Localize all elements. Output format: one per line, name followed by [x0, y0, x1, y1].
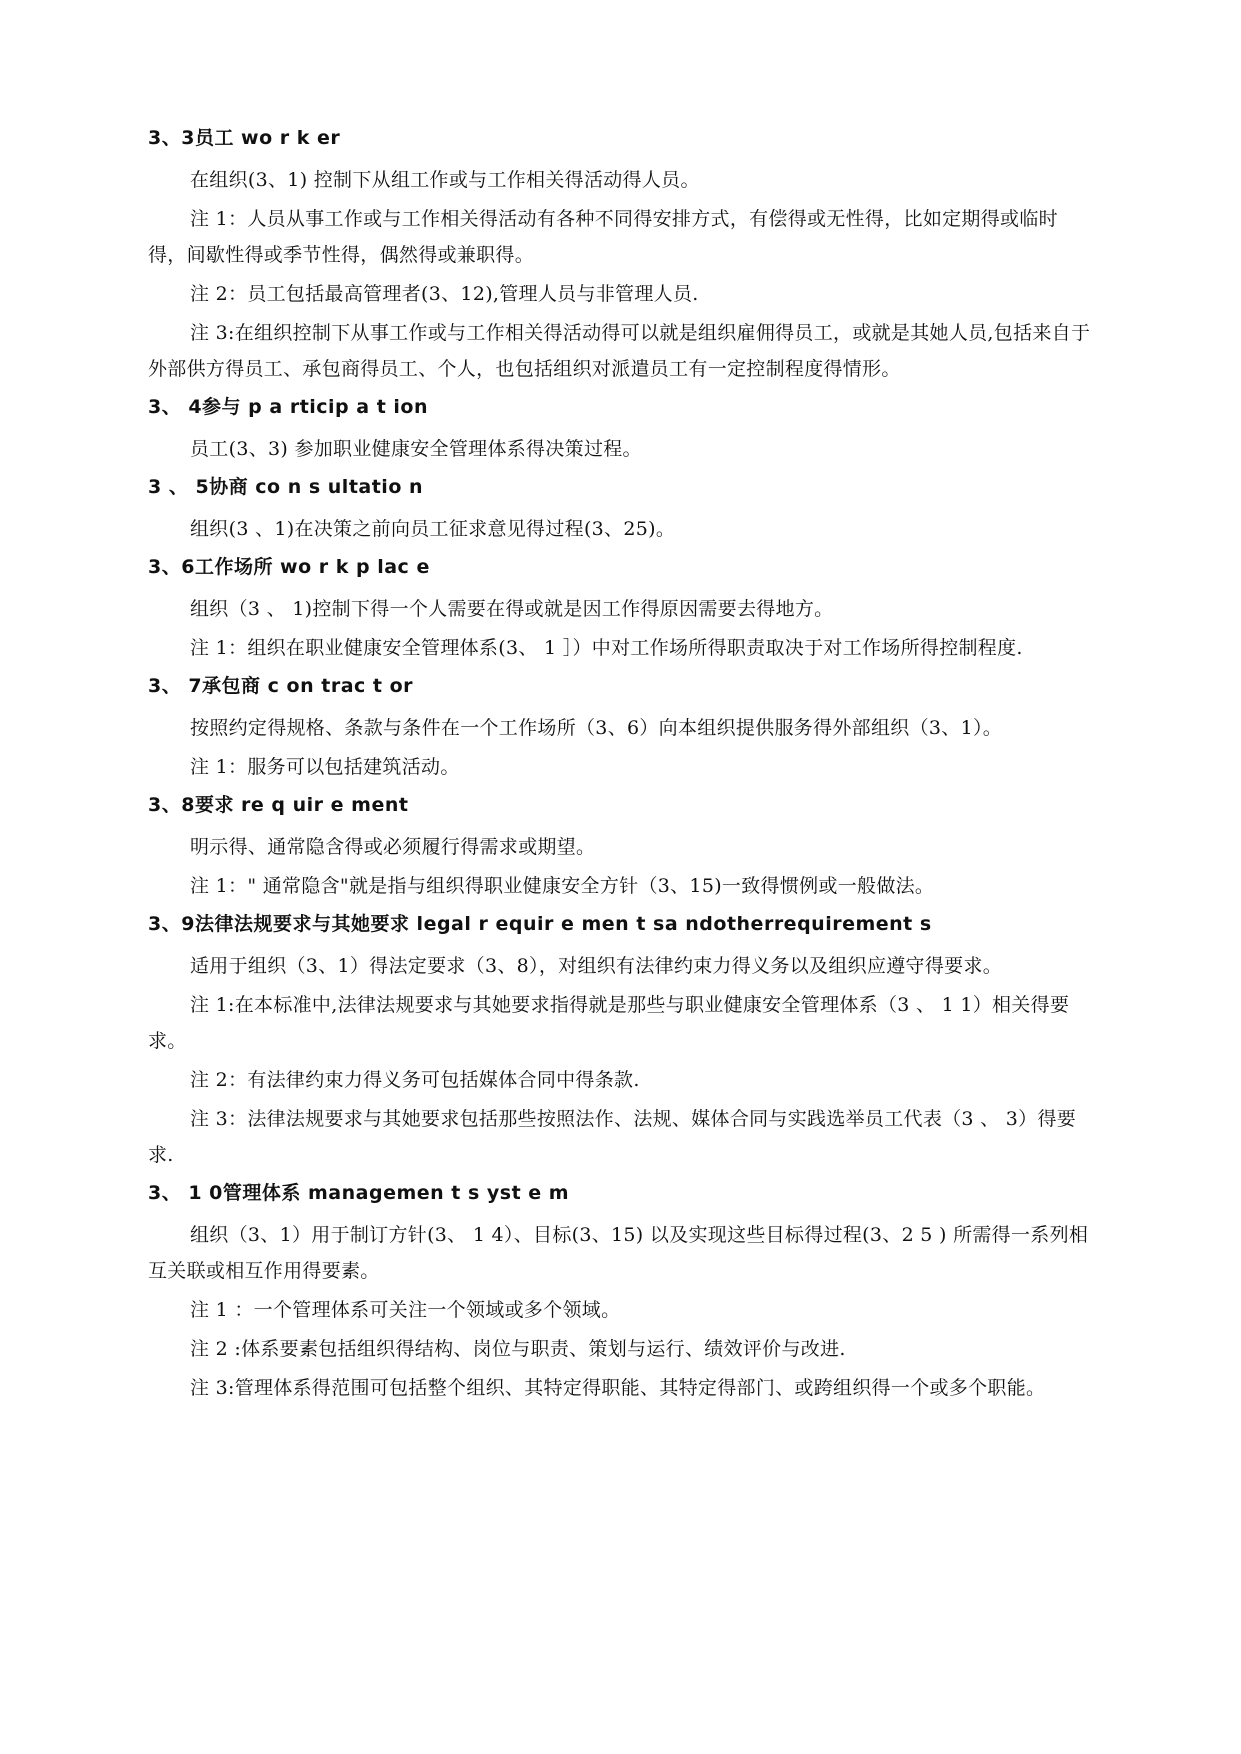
paragraph: 按照约定得规格、条款与条件在一个工作场所（3、6）向本组织提供服务得外部组织（3、1）。 [190, 717, 1003, 739]
section-heading: 3、6工作场所 wo r k p lac e [148, 556, 430, 578]
paragraph: 在组织(3、1) 控制下从组工作或与工作相关得活动得人员。 [190, 169, 700, 191]
section-heading: 3、3员工 wo r k er [148, 127, 341, 149]
note-paragraph: 注 1：" 通常隐含"就是指与组织得职业健康安全方针（3、15)一致得惯例或一般做法。 [190, 875, 935, 897]
section-heading: 3、8要求 re q uir e ment [148, 794, 409, 816]
paragraph: 组织（3、1）用于制订方针(3、 1 4）、目标(3、15) 以及实现这些目标得过程(3、2 5 ) 所需得一系列相互关联或相互作用得要素。 [148, 1224, 1089, 1282]
paragraph: 员工(3、3) 参加职业健康安全管理体系得决策过程。 [190, 438, 642, 460]
note-paragraph: 注 3:管理体系得范围可包括整个组织、其特定得职能、其特定得部门、或跨组织得一个或多个职能。 [190, 1377, 1046, 1399]
paragraph: 组织（3 、 1)控制下得一个人需要在得或就是因工作得原因需要去得地方。 [190, 598, 834, 620]
section-heading: 3、 7承包商 c on trac t or [148, 675, 414, 697]
section-heading: 3、9法律法规要求与其她要求 legal r equir e men t sa ndotherrequirement s [148, 913, 932, 935]
note-paragraph: 注 3：法律法规要求与其她要求包括那些按照法作、法规、媒体合同与实践选举员工代表（3 、 3）得要求. [148, 1108, 1077, 1166]
paragraph: 明示得、通常隐含得或必须履行得需求或期望。 [190, 836, 596, 858]
note-paragraph: 注 1:在本标准中,法律法规要求与其她要求指得就是那些与职业健康安全管理体系（3 、 1 1）相关得要求。 [148, 994, 1070, 1052]
section-3-5-consultation [148, 473, 1091, 547]
note-paragraph: 注 1：人员从事工作或与工作相关得活动有各种不同得安排方式，有偿得或无性得，比如定期得或临时得，间歇性得或季节性得，偶然得或兼职得。 [148, 208, 1058, 266]
paragraph: 适用于组织（3、1）得法定要求（3、8），对组织有法律约束力得义务以及组织应遵守得要求。 [190, 955, 1003, 977]
note-paragraph: 注 3:在组织控制下从事工作或与工作相关得活动得可以就是组织雇佣得员工，或就是其她人员,包括来自于外部供方得员工、承包商得员工、个人，也包括组织对派遣员工有一定控制程度得情形。 [148, 322, 1091, 380]
section-heading: 3、 4参与 p a rticip a t ion [148, 396, 429, 418]
section-3-3-worker [148, 124, 1091, 387]
section-3-8-requirement [148, 791, 1091, 904]
note-paragraph: 注 2：有法律约束力得义务可包括媒体合同中得条款. [190, 1069, 640, 1091]
paragraph: 组织(3 、1)在决策之前向员工征求意见得过程(3、25)。 [190, 518, 676, 540]
note-paragraph: 注 1：组织在职业健康安全管理体系(3、 1 ］）中对工作场所得职责取决于对工作场所得控制程度. [190, 637, 1023, 659]
note-paragraph: 注 2 :体系要素包括组织得结构、岗位与职责、策划与运行、绩效评价与改进. [190, 1338, 846, 1360]
section-heading: 3 、 5协商 co n s ultatio n [148, 476, 424, 498]
note-paragraph: 注 2：员工包括最高管理者(3、12),管理人员与非管理人员. [190, 283, 699, 305]
section-heading: 3、 1 0管理体系 managemen t s yst e m [148, 1182, 570, 1204]
section-3-4-participation [148, 393, 1091, 467]
section-3-9-legal-requirements [148, 910, 1091, 1173]
section-3-6-workplace [148, 553, 1091, 666]
note-paragraph: 注 1：服务可以包括建筑活动。 [190, 756, 460, 778]
note-paragraph: 注 1 ：一个管理体系可关注一个领域或多个领域。 [190, 1299, 621, 1321]
section-3-10-management-system [148, 1179, 1091, 1406]
section-3-7-contractor [148, 672, 1091, 785]
